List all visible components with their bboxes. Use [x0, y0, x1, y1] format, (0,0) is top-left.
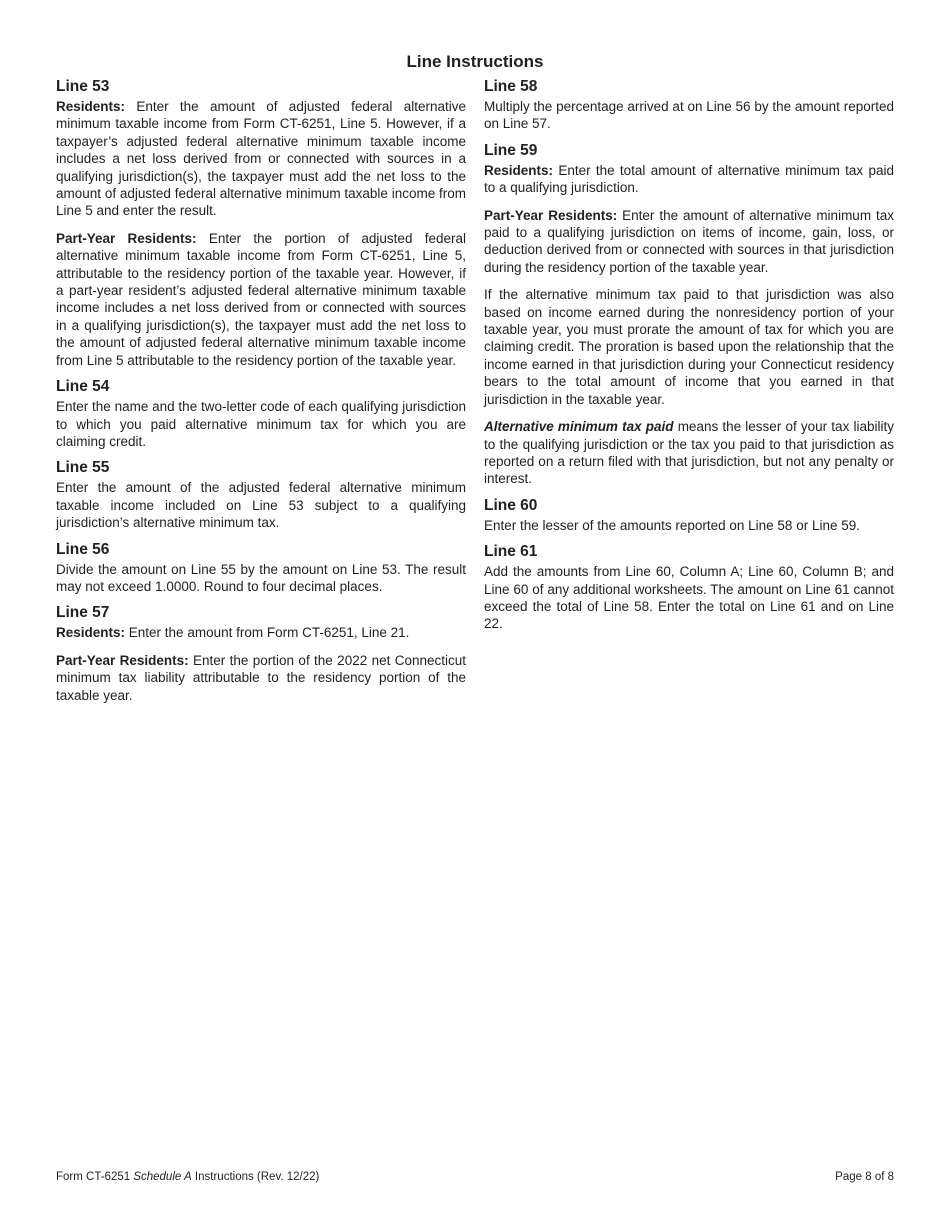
- line-59-heading: Line 59: [484, 141, 538, 159]
- footer-page-number: Page 8 of 8: [835, 1171, 894, 1183]
- line-53-section: [56, 77, 466, 369]
- page-title: Line Instructions: [406, 52, 544, 71]
- residents-label: Residents:: [484, 162, 554, 178]
- line-53-part-year-paragraph: [56, 230, 466, 369]
- line-57-heading: Line 57: [56, 604, 110, 622]
- line-58-section: [484, 77, 894, 133]
- part-year-residents-label: Part-Year Residents:: [484, 207, 618, 223]
- line-57-part-year-paragraph: [56, 652, 466, 704]
- right-column: [484, 77, 894, 641]
- line-61-text: Add the amounts from Line 60, Column A; Line 60, Column B; and Line 60 of any additional worksheets. The amount on Line 61 cannot exceed the total of Line 58. Enter the total on Line 61 and on Line 22.: [484, 564, 894, 632]
- line-57-part-year-text: Enter the portion of the 2022 net Connecticut minimum tax liability attributable to the residency portion of the taxable year.: [56, 652, 466, 703]
- part-year-residents-label: Part-Year Residents:: [56, 230, 197, 246]
- line-59-proration-paragraph: If the alternative minimum tax paid to that jurisdiction was also based on income earned during the nonresidency portion of your taxable year, you must prorate the amount of tax for which you are claiming credit. The proration is based upon the relationship that the income earned in that jurisdiction during your Connecticut residency bears to the total amount of income that you earned in that jurisdiction in the taxable year.: [484, 287, 894, 407]
- line-57-section: [56, 603, 466, 704]
- line-58-heading: Line 58: [484, 78, 538, 95]
- line-59-part-year-paragraph: [484, 207, 894, 277]
- line-59-part-year-text: Enter the amount of alternative minimum tax paid to a qualifying jurisdiction on items of income, gain, loss, or deduction derived from or connected with sources in that jurisdiction during the residency portion of the taxable year.: [484, 207, 894, 275]
- line-59-definition-paragraph: [484, 418, 894, 488]
- footer-schedule-name: Schedule A: [133, 1171, 192, 1183]
- line-59-section: [484, 141, 894, 488]
- line-55-heading: Line 55: [56, 459, 110, 477]
- line-57-residents-paragraph: [56, 624, 466, 641]
- line-53-residents-text: Enter the amount of adjusted federal alternative minimum taxable income from Form CT-6251, Line 5. However, if a taxpayer’s adjusted federal alternative minimum taxable income includes a net loss derived from or connected with sources in a qualifying jurisdiction(s), the taxpayer must add the net loss to the amount of adjusted federal alternative minimum taxable income from Line 5 and enter the result.: [56, 99, 466, 219]
- line-60-section: [484, 496, 894, 534]
- line-54-section: [56, 377, 466, 450]
- line-56-section: [56, 540, 466, 596]
- line-53-residents-paragraph: [56, 98, 466, 220]
- line-60-text: Enter the lesser of the amounts reported on Line 58 or Line 59.: [484, 517, 860, 533]
- line-54-text: Enter the name and the two-letter code of each qualifying jurisdiction to which you paid alternative minimum tax for which you are claiming credit.: [56, 399, 466, 449]
- line-56-heading: Line 56: [56, 540, 110, 558]
- line-61-heading: Line 61: [484, 543, 538, 561]
- residents-label: Residents:: [56, 625, 126, 641]
- footer-form-prefix: Form CT-6251: [56, 1171, 134, 1183]
- line-55-section: [56, 458, 466, 531]
- residents-label: Residents:: [56, 99, 126, 114]
- line-61-section: [484, 542, 894, 633]
- footer-form-suffix: Instructions (Rev. 12/22): [191, 1171, 320, 1183]
- line-57-residents-text: Enter the amount from Form CT-6251, Line 21.: [125, 625, 410, 641]
- line-60-heading: Line 60: [484, 496, 538, 514]
- line-59-definition-text: means the lesser of your tax liability to the qualifying jurisdiction or the tax you paid to that jurisdiction as reported on a return filed with that jurisdiction, but not any penalty or interest.: [484, 419, 894, 487]
- definition-term: Alternative minimum tax paid: [484, 419, 674, 435]
- part-year-residents-label: Part-Year Residents:: [56, 652, 189, 668]
- line-53-part-year-text: Enter the portion of adjusted federal alternative minimum taxable income from Form CT-6251, Line 5, attributable to the residency portion of the taxable year. However, if a part-year resident’s adjusted federal alternative minimum taxable income includes a net loss derived from or connected with sources in a qualifying jurisdiction(s), the taxpayer must add the net loss to the amount of adjusted federal alternative minimum taxable income from Line 5 attributable to the residency portion of the taxable year.: [56, 230, 466, 368]
- line-54-heading: Line 54: [56, 378, 110, 396]
- line-59-residents-text: Enter the total amount of alternative minimum tax paid to a qualifying jurisdiction.: [484, 162, 894, 196]
- line-56-text: Divide the amount on Line 55 by the amount on Line 53. The result may not exceed 1.0000. Round to four decimal places.: [56, 561, 466, 594]
- line-58-text: Multiply the percentage arrived at on Line 56 by the amount reported on Line 57.: [484, 99, 894, 132]
- line-53-heading: Line 53: [56, 78, 110, 95]
- line-55-text: Enter the amount of the adjusted federal alternative minimum taxable income included on Line 53 subject to a qualifying jurisdiction’s alternative minimum tax.: [56, 480, 466, 531]
- line-59-residents-paragraph: [484, 162, 894, 197]
- left-column: [56, 77, 466, 712]
- footer-form-label: [56, 1171, 319, 1183]
